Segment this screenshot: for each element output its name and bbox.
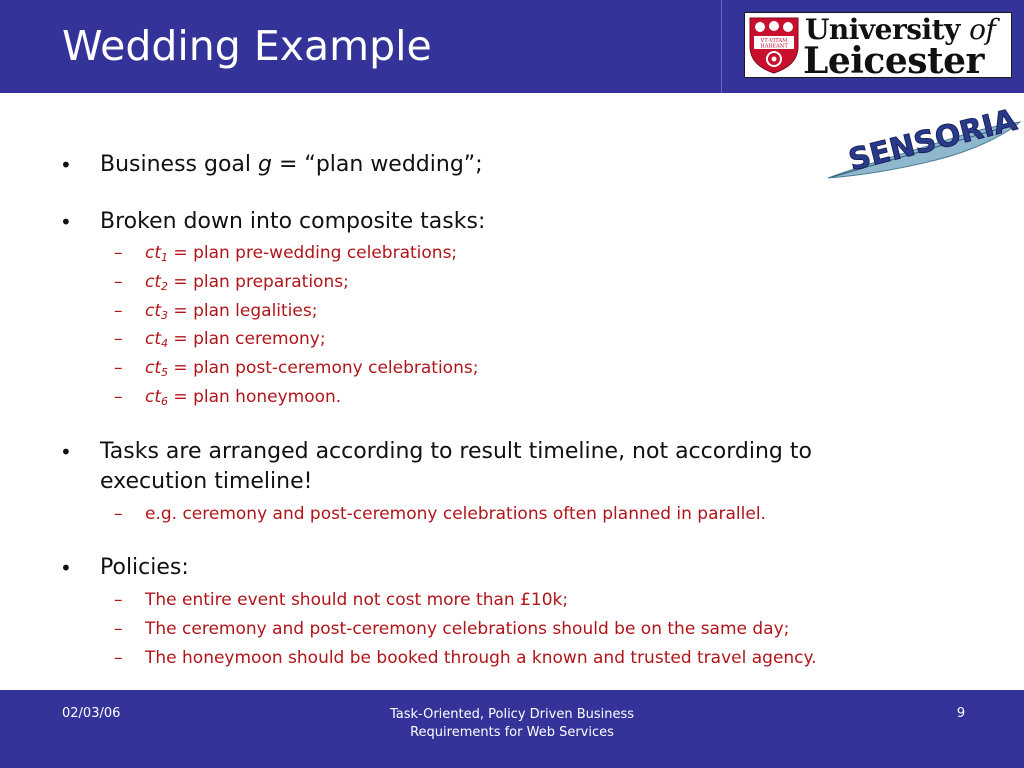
sub-item-ct6: – $ct_6$ = plan honeymoon. <box>114 387 342 408</box>
sub-item-ct4: – $ct_4$ = plan ceremony; <box>114 329 326 350</box>
logo-of-text: of <box>969 13 996 46</box>
page-number: 9 <box>956 706 966 721</box>
dash-glyph: – <box>114 243 123 263</box>
logo-university-text: University <box>805 13 960 46</box>
sub-item-ct1: – $ct_1$ = plan pre-wedding celebrations; <box>114 243 458 264</box>
bullet-glyph: • <box>60 556 72 580</box>
bullet-glyph: • <box>60 153 72 177</box>
dash-glyph: – <box>114 590 123 610</box>
logo-leicester-text: Leicester <box>803 40 984 82</box>
sub-item-ct5: – $ct_5$ = plan post-ceremony celebrations; <box>114 358 479 379</box>
footer-title <box>312 706 712 742</box>
sub-item-policy-same-day: – The ceremony and post-ceremony celebrations should be on the same day; <box>114 619 790 639</box>
sub-item-ct2: – $ct_2$ = plan preparations; <box>114 272 349 293</box>
bullet-glyph: • <box>60 210 72 234</box>
dash-glyph: – <box>114 504 123 524</box>
sub-item-policy-cost: – The entire event should not cost more than £10k; <box>114 590 569 610</box>
sub-item-policy-travel-agency: – The honeymoon should be booked through a known and trusted travel agency. <box>114 648 817 668</box>
dash-glyph: – <box>114 358 123 378</box>
bullet-text: Policies: <box>100 555 189 580</box>
footer-title-line-1: Task-Oriented, Policy Driven Business <box>389 707 635 722</box>
bullet-policies <box>60 553 189 583</box>
footer-date: 02/03/06 <box>62 706 121 721</box>
bullet-text: execution timeline! <box>100 469 313 494</box>
slide-title: Wedding Example <box>62 22 432 70</box>
dash-glyph: – <box>114 272 123 292</box>
bullet-composite-tasks <box>60 207 486 237</box>
dash-glyph: – <box>114 648 123 668</box>
dash-glyph: – <box>114 301 123 321</box>
bullet-business-goal <box>60 150 483 180</box>
goal-var: g <box>258 152 272 177</box>
bullet-text: Broken down into composite tasks: <box>100 209 486 234</box>
sub-item-ct3: – $ct_3$ = plan legalities; <box>114 301 318 322</box>
crest-motto-2: HABEANT <box>760 43 788 50</box>
footer-bar <box>0 690 1024 768</box>
dash-glyph: – <box>114 387 123 407</box>
bullet-glyph: • <box>60 440 72 464</box>
bullet-text: Business goal <box>100 152 259 177</box>
bullet-timeline <box>60 437 812 497</box>
bullet-text: Tasks are arranged according to result timeline, not according to <box>100 439 812 464</box>
bullet-text: = “plan wedding”; <box>272 152 483 177</box>
footer-title-line-2: Requirements for Web Services <box>410 725 614 740</box>
crest-motto-1: VT·VITAM <box>760 38 788 44</box>
sub-item-parallel-example: – e.g. ceremony and post-ceremony celebrations often planned in parallel. <box>114 504 766 524</box>
dash-glyph: – <box>114 619 123 639</box>
sensoria-text: SENSORIA <box>845 102 1021 179</box>
dash-glyph: – <box>114 329 123 349</box>
